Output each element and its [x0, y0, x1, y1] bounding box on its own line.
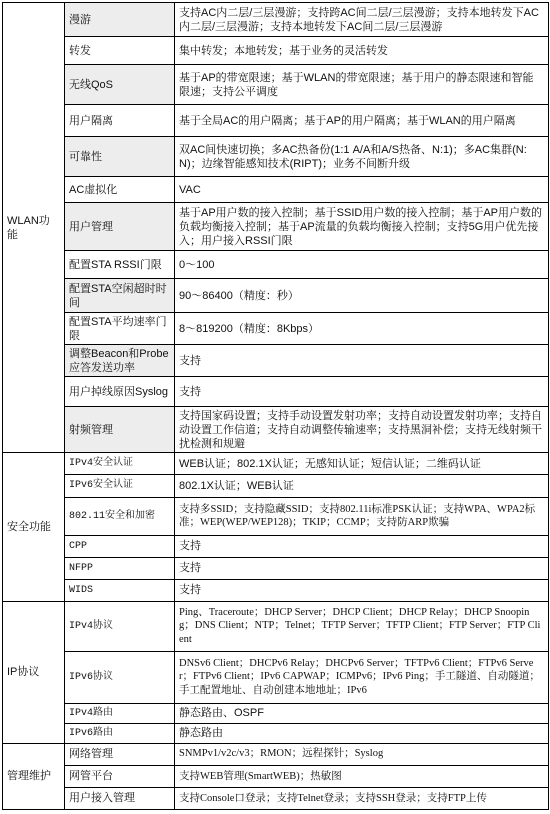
feature-value: 支持AC内二层/三层漫游；支持跨AC间二层/三层漫游；支持本地转发下AC内二层/三层漫游；支持本地转发下AC间二层/三层漫游	[175, 3, 549, 37]
feature-value: 支持WEB管理(SmartWEB)；热敏图	[175, 765, 549, 787]
feature-value: VAC	[175, 177, 549, 203]
feature-value: 静态路由	[175, 723, 549, 743]
table-row	[3, 765, 549, 787]
feature-value: 8～819200（精度：8Kbps）	[175, 313, 549, 345]
feature-value: 双AC间快速切换；多AC热备份(1:1 A/A和A/S热备、N:1)；多AC集群(N:N)；边缘智能感知技术(RIPT)；业务不间断升级	[175, 137, 549, 177]
table-row	[3, 453, 549, 475]
table-row	[3, 497, 549, 535]
feature-label: IPv4协议	[65, 601, 175, 651]
table-row	[3, 203, 549, 251]
feature-label: 转发	[65, 37, 175, 65]
feature-label: 可靠性	[65, 137, 175, 177]
table-row	[3, 279, 549, 313]
feature-label: 射频管理	[65, 407, 175, 453]
feature-label: 用户隔离	[65, 105, 175, 137]
feature-label: IPv6安全认证	[65, 475, 175, 497]
feature-label: 用户接入管理	[65, 787, 175, 809]
spec-table	[2, 2, 549, 810]
feature-value: 支持Console口登录；支持Telnet登录；支持SSH登录；支持FTP上传	[175, 787, 549, 809]
feature-value: 90～86400（精度：秒）	[175, 279, 549, 313]
table-row	[3, 377, 549, 407]
feature-value: 静态路由、OSPF	[175, 703, 549, 723]
table-row	[3, 407, 549, 453]
table-row	[3, 651, 549, 703]
feature-value: 基于AP用户数的接入控制；基于SSID用户数的接入控制；基于AP用户数的负载均衡接入控制；基于AP流量的负载均衡接入控制；支持5G用户优先接入；用户接入RSSI门限	[175, 203, 549, 251]
feature-label: AC虚拟化	[65, 177, 175, 203]
table-row	[3, 251, 549, 279]
feature-label: IPv4路由	[65, 703, 175, 723]
feature-label: IPv6协议	[65, 651, 175, 703]
feature-value: 支持	[175, 535, 549, 557]
table-row	[3, 177, 549, 203]
feature-value: 集中转发；本地转发；基于业务的灵活转发	[175, 37, 549, 65]
table-row	[3, 105, 549, 137]
table-row	[3, 557, 549, 579]
feature-label: 配置STA平均速率门限	[65, 313, 175, 345]
feature-label: 配置STA RSSI门限	[65, 251, 175, 279]
feature-value: 支持	[175, 579, 549, 601]
feature-label: 网管平台	[65, 765, 175, 787]
feature-value: Ping、Traceroute；DHCP Server；DHCP Client；DHCP Relay；DHCP Snooping；DNS Client；NTP；Telnet；TFTP Server；TFTP Client；FTP Server；FTP Client	[175, 601, 549, 651]
feature-label: 用户掉线原因Syslog	[65, 377, 175, 407]
feature-label: 调整Beacon和Probe应答发送功率	[65, 345, 175, 377]
feature-label: 802.11安全和加密	[65, 497, 175, 535]
feature-label: NFPP	[65, 557, 175, 579]
feature-label: IPv4安全认证	[65, 453, 175, 475]
table-row	[3, 723, 549, 743]
table-row	[3, 3, 549, 37]
feature-value: 支持	[175, 377, 549, 407]
feature-value: 支持多SSID；支持隐藏SSID；支持802.11i标准PSK认证；支持WPA、WPA2标准；WEP(WEP/WEP128)；TKIP；CCMP；支持防ARP欺骗	[175, 497, 549, 535]
category-ip: IP协议	[3, 601, 65, 743]
table-row	[3, 601, 549, 651]
feature-value: 基于AP的带宽限速；基于WLAN的带宽限速；基于用户的静态限速和智能限速；支持公平调度	[175, 65, 549, 105]
feature-value: 支持国家码设置；支持手动设置发射功率；支持自动设置发射功率；支持自动设置工作信道；支持自动调整传输速率；支持黑洞补偿；支持无线射频干扰检测和规避	[175, 407, 549, 453]
feature-label: 配置STA空闲超时时间	[65, 279, 175, 313]
table-row	[3, 535, 549, 557]
feature-label: 漫游	[65, 3, 175, 37]
table-row	[3, 475, 549, 497]
feature-value: 支持	[175, 345, 549, 377]
feature-label: 用户管理	[65, 203, 175, 251]
table-row	[3, 579, 549, 601]
feature-label: 无线QoS	[65, 65, 175, 105]
feature-value: 802.1X认证；WEB认证	[175, 475, 549, 497]
table-row	[3, 313, 549, 345]
category-wlan: WLAN功能	[3, 3, 65, 453]
category-mgmt: 管理维护	[3, 743, 65, 809]
table-row	[3, 703, 549, 723]
table-row	[3, 65, 549, 105]
table-row	[3, 345, 549, 377]
feature-label: CPP	[65, 535, 175, 557]
feature-label: IPv6路由	[65, 723, 175, 743]
table-row	[3, 743, 549, 765]
table-row	[3, 787, 549, 809]
feature-value: DNSv6 Client；DHCPv6 Relay；DHCPv6 Server；TFTPv6 Client；FTPv6 Server；FTPv6 Client；IPv6 CAPWAP；ICMPv6；IPv6 Ping；手工隧道、自动隧道；手工配置地址、自动创建本地地址；IPv6	[175, 651, 549, 703]
feature-value: 0～100	[175, 251, 549, 279]
category-security: 安全功能	[3, 453, 65, 601]
feature-label: WIDS	[65, 579, 175, 601]
table-row	[3, 37, 549, 65]
feature-label: 网络管理	[65, 743, 175, 765]
feature-value: WEB认证；802.1X认证；无感知认证；短信认证；二维码认证	[175, 453, 549, 475]
feature-value: 基于全局AC的用户隔离；基于AP的用户隔离；基于WLAN的用户隔离	[175, 105, 549, 137]
table-row	[3, 137, 549, 177]
feature-value: 支持	[175, 557, 549, 579]
feature-value: SNMPv1/v2c/v3；RMON；远程探针；Syslog	[175, 743, 549, 765]
